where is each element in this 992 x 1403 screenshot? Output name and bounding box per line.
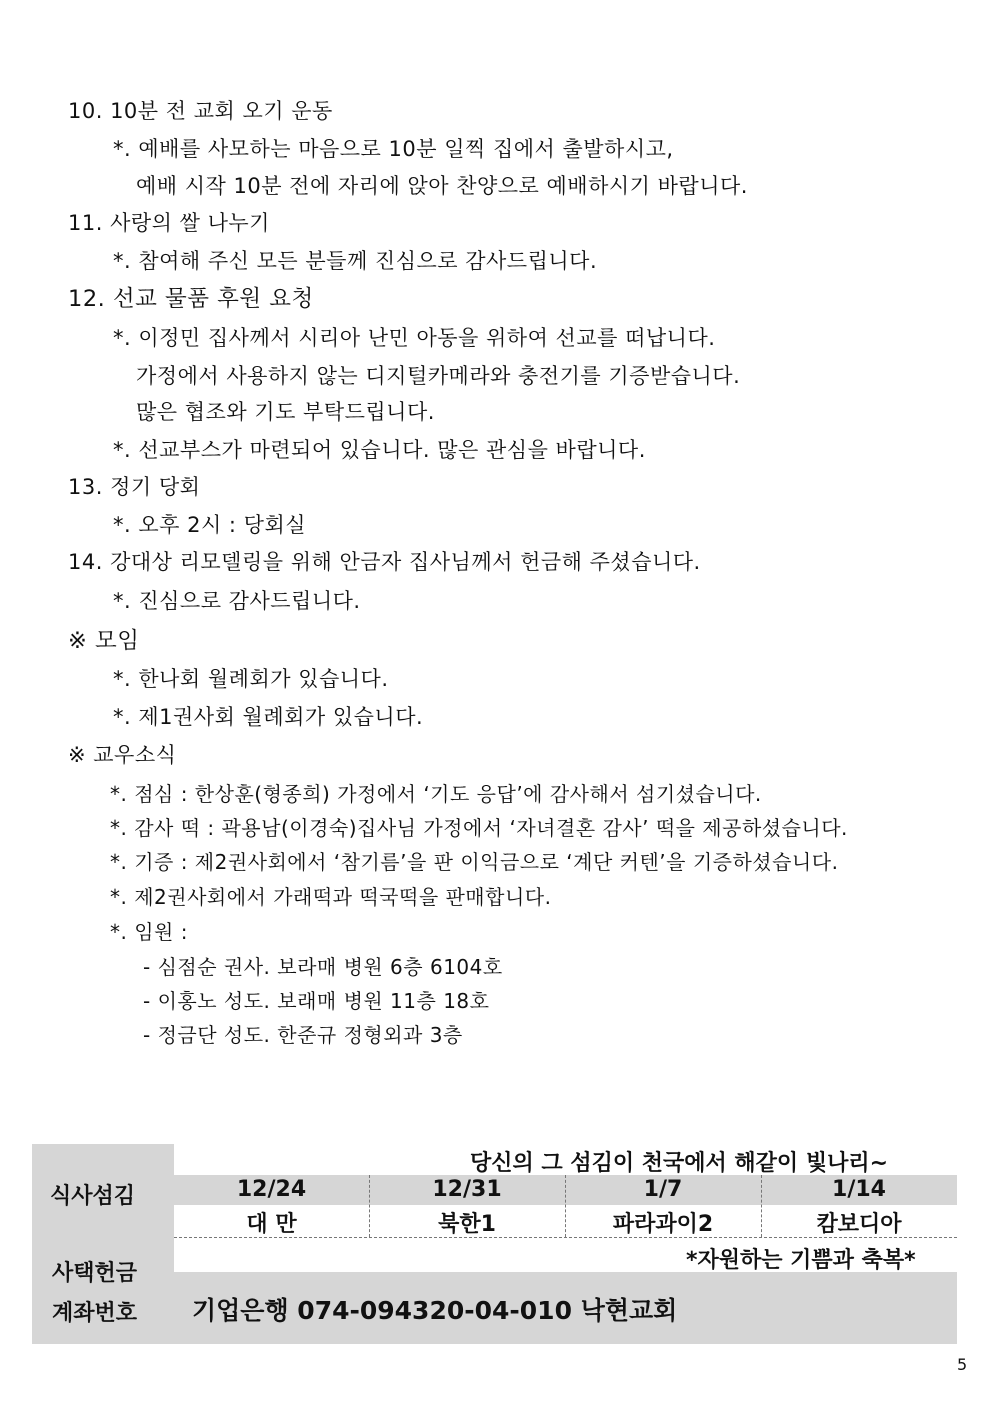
page-number: 5 (957, 1355, 968, 1374)
item-12-detail-cont-2: 많은 협조와 기도 부탁드립니다. (136, 400, 435, 424)
service-tagline: 당신의 그 섬김이 천국에서 해같이 빛나리~ (470, 1151, 889, 1176)
heading-meetings: ※ 모임 (68, 628, 140, 654)
item-12-detail-cont-1: 가정에서 사용하지 않는 디지털카메라와 충전기를 기증받습니다. (136, 364, 741, 388)
news-lunch: *. 점심 : 한상훈(형종희) 가정에서 ‘기도 응답’에 감사해서 섬기셨습니다. (110, 782, 762, 806)
donation-label: 사택헌금 (52, 1261, 138, 1286)
date-1: 12/24 (236, 1177, 307, 1202)
news-hospitalized-heading: *. 임원 : (110, 920, 188, 944)
date-3: 1/7 (643, 1177, 683, 1202)
heading-12: 12. 선교 물품 후원 요청 (68, 286, 314, 312)
server-4: 캄보디아 (816, 1212, 902, 1237)
hospitalized-item-3: - 정금단 성도. 한준규 정형외과 3층 (143, 1023, 463, 1047)
server-2: 북한1 (438, 1212, 496, 1237)
server-1: 대 만 (246, 1212, 297, 1237)
item-13-detail: *. 오후 2시 : 당회실 (113, 513, 307, 537)
news-sale: *. 제2권사회에서 가래떡과 떡국떡을 판매합니다. (110, 885, 552, 909)
account-value: 기업은행 074-094320-04-010 낙현교회 (192, 1296, 678, 1325)
news-donation: *. 기증 : 제2권사회에서 ‘참기름’을 판 이익금으로 ‘계단 커텐’을 기증하셨습니다. (110, 850, 839, 874)
item-10-detail: *. 예배를 사모하는 마음으로 10분 일찍 집에서 출발하시고, (113, 137, 674, 161)
hospitalized-item-2: - 이홍노 성도. 보래매 병원 11층 18호 (143, 989, 490, 1013)
service-label: 식사섬김 (50, 1184, 136, 1209)
heading-11: 11. 사랑의 쌀 나누기 (68, 211, 270, 235)
heading-13: 13. 정기 당회 (68, 475, 201, 499)
meeting-item-1: *. 한나회 월례회가 있습니다. (113, 667, 389, 691)
heading-10: 10. 10분 전 교회 오기 운동 (68, 99, 333, 123)
heading-member-news: ※ 교우소식 (68, 743, 177, 767)
item-12-detail: *. 이정민 집사께서 시리아 난민 아동을 위하여 선교를 떠납니다. (113, 326, 716, 350)
service-info-box (32, 1144, 957, 1344)
date-2: 12/31 (432, 1177, 502, 1202)
item-14-detail: *. 진심으로 감사드립니다. (113, 589, 361, 613)
server-3: 파라과이2 (612, 1212, 714, 1237)
date-4: 1/14 (832, 1177, 886, 1202)
item-12-booth: *. 선교부스가 마련되어 있습니다. 많은 관심을 바랍니다. (113, 438, 646, 462)
item-11-detail: *. 참여해 주신 모든 분들께 진심으로 감사드립니다. (113, 249, 598, 273)
heading-14: 14. 강대상 리모델링을 위해 안금자 집사님께서 헌금해 주셨습니다. (68, 550, 701, 574)
account-label: 계좌번호 (52, 1301, 138, 1326)
donation-tagline: *자원하는 기쁨과 축복* (686, 1248, 916, 1273)
meeting-item-2: *. 제1권사회 월례회가 있습니다. (113, 705, 424, 729)
hospitalized-item-1: - 심점순 권사. 보라매 병원 6층 6104호 (143, 955, 503, 979)
news-thanks-cake: *. 감사 떡 : 곽용남(이경숙)집사님 가정에서 ‘자녀결혼 감사’ 떡을 제공하셨습니다. (110, 816, 848, 840)
item-10-detail-cont: 예배 시작 10분 전에 자리에 앉아 찬양으로 예배하시기 바랍니다. (136, 174, 748, 198)
